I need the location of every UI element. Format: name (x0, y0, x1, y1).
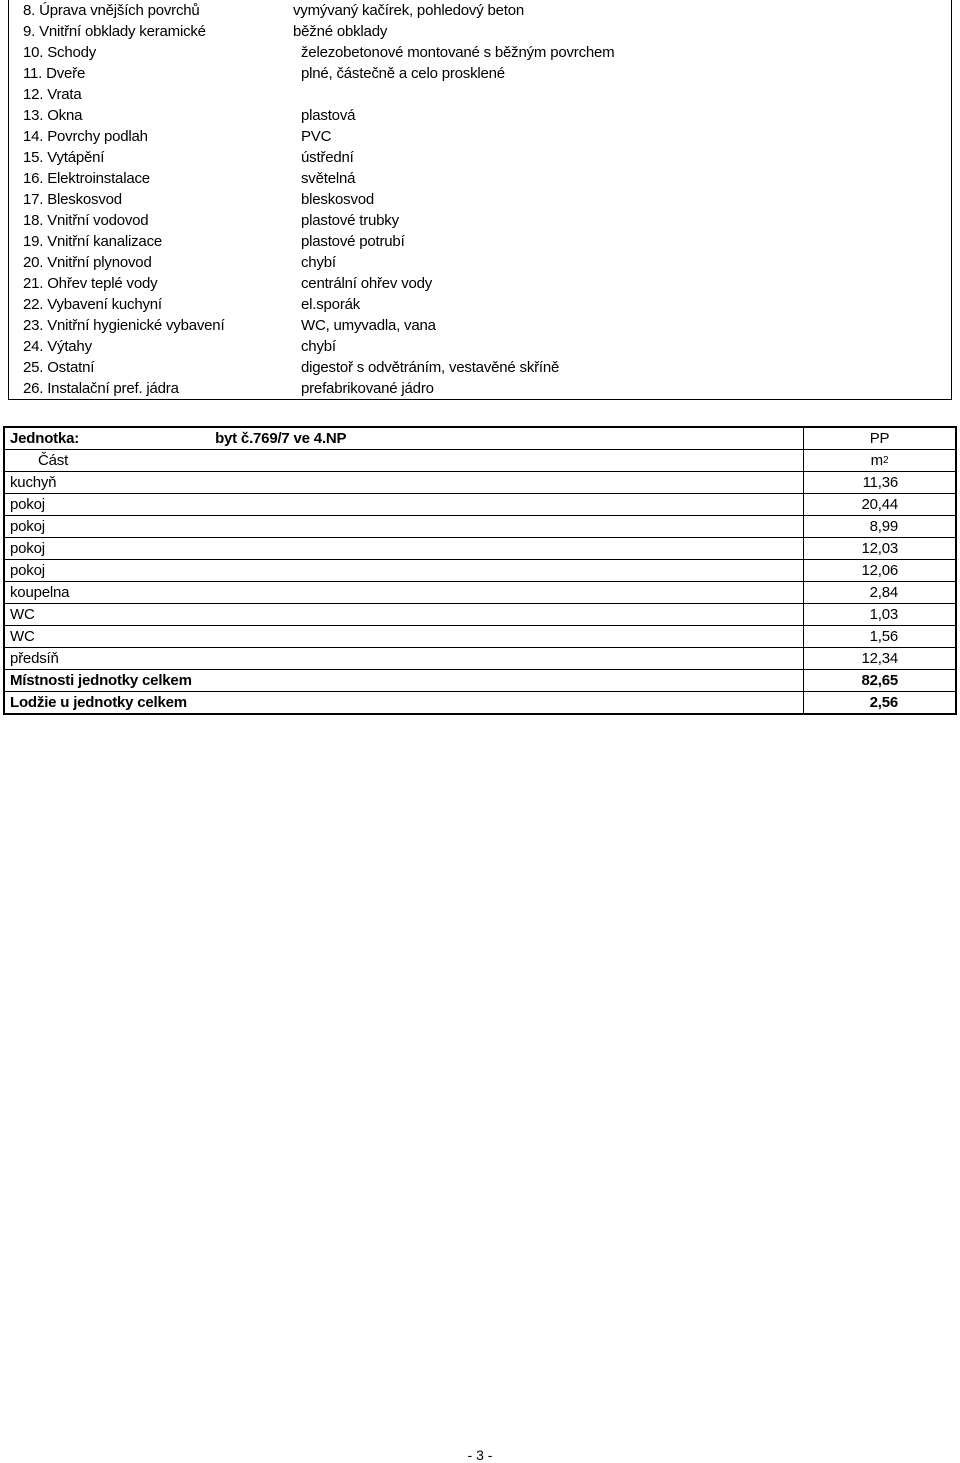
room-row (5, 538, 955, 560)
total-loggia-label: Lodžie u jednotky celkem (10, 694, 187, 711)
room-row (5, 604, 955, 626)
part-label: Část (38, 452, 69, 469)
spec-value: železobetonové montované s běžným povrchem (301, 44, 615, 61)
spec-label: 26. Instalační pref. jádra (23, 380, 179, 397)
room-row (5, 648, 955, 670)
spec-label: 21. Ohřev teplé vody (23, 275, 158, 292)
spec-label: 22. Vybavení kuchyní (23, 296, 162, 313)
total-rooms-value: 82,65 (803, 670, 955, 691)
spec-label: 19. Vnitřní kanalizace (23, 233, 163, 250)
spec-label: 12. Vrata (23, 86, 82, 103)
unit-subheader-row (5, 450, 955, 472)
room-area: 1,56 (803, 626, 955, 647)
spec-value: PVC (301, 128, 332, 145)
spec-value: el.sporák (301, 296, 361, 313)
spec-row (9, 336, 951, 357)
spec-row (9, 273, 951, 294)
spec-row (9, 357, 951, 378)
spec-label: 17. Bleskosvod (23, 191, 122, 208)
room-name: pokoj (10, 540, 45, 557)
spec-row (9, 21, 951, 42)
room-row (5, 472, 955, 494)
spec-row (9, 168, 951, 189)
total-rooms-row (5, 670, 955, 692)
room-name: kuchyň (10, 474, 57, 491)
spec-row (9, 189, 951, 210)
spec-value: chybí (301, 254, 336, 271)
spec-value: ústřední (301, 149, 354, 166)
spec-label: 9. Vnitřní obklady keramické (23, 23, 206, 40)
spec-value: WC, umyvadla, vana (301, 317, 436, 334)
spec-label: 13. Okna (23, 107, 83, 124)
room-row (5, 516, 955, 538)
spec-label: 16. Elektroinstalace (23, 170, 150, 187)
spec-label: 10. Schody (23, 44, 97, 61)
room-name: předsíň (10, 650, 59, 667)
spec-value: digestoř s odvětráním, vestavěné skříně (301, 359, 560, 376)
spec-value: plastové trubky (301, 212, 399, 229)
spec-label: 11. Dveře (23, 65, 86, 82)
spec-row (9, 147, 951, 168)
room-name: pokoj (10, 518, 45, 535)
spec-row (9, 252, 951, 273)
spec-value: bleskosvod (301, 191, 375, 208)
spec-value: chybí (301, 338, 336, 355)
total-loggia-value: 2,56 (803, 692, 955, 713)
spec-row (9, 84, 951, 105)
spec-row (9, 294, 951, 315)
room-area: 1,03 (803, 604, 955, 625)
unit-header-row (5, 428, 955, 450)
unit-header-label: Jednotka: (10, 430, 80, 447)
room-name: WC (10, 606, 35, 623)
spec-value: plastové potrubí (301, 233, 405, 250)
column-header: PP (803, 428, 955, 449)
spec-label: 8. Úprava vnějších povrchů (23, 2, 200, 19)
spec-value: centrální ohřev vody (301, 275, 433, 292)
room-row (5, 582, 955, 604)
spec-label: 14. Povrchy podlah (23, 128, 148, 145)
spec-row (9, 378, 951, 399)
page-number: - 3 - (467, 1447, 493, 1463)
spec-label: 23. Vnitřní hygienické vybavení (23, 317, 225, 334)
room-area: 12,34 (803, 648, 955, 669)
room-area: 8,99 (803, 516, 955, 537)
spec-value: plné, částečně a celo prosklené (301, 65, 505, 82)
spec-label: 24. Výtahy (23, 338, 92, 355)
area-unit: m 2 (803, 450, 955, 471)
spec-row (9, 231, 951, 252)
spec-value: vymývaný kačírek, pohledový beton (293, 2, 525, 19)
room-area: 2,84 (803, 582, 955, 603)
specification-table (8, 0, 952, 400)
spec-value: světelná (301, 170, 356, 187)
spec-row (9, 42, 951, 63)
spec-label: 18. Vnitřní vodovod (23, 212, 149, 229)
room-name: pokoj (10, 496, 45, 513)
spec-value: plastová (301, 107, 356, 124)
total-loggia-row (5, 692, 955, 713)
spec-row (9, 0, 951, 21)
spec-label: 15. Vytápění (23, 149, 105, 166)
spec-value: prefabrikované jádro (301, 380, 434, 397)
room-area: 12,06 (803, 560, 955, 581)
unit-name: byt č.769/7 ve 4.NP (215, 430, 347, 447)
spec-row (9, 315, 951, 336)
room-row (5, 560, 955, 582)
spec-value: běžné obklady (293, 23, 388, 40)
spec-row (9, 126, 951, 147)
room-name: pokoj (10, 562, 45, 579)
room-name: koupelna (10, 584, 70, 601)
spec-label: 20. Vnitřní plynovod (23, 254, 152, 271)
spec-row (9, 210, 951, 231)
spec-row (9, 105, 951, 126)
room-area: 11,36 (803, 472, 955, 493)
spec-row (9, 63, 951, 84)
total-rooms-label: Místnosti jednotky celkem (10, 672, 192, 689)
room-row (5, 626, 955, 648)
room-area: 20,44 (803, 494, 955, 515)
room-name: WC (10, 628, 35, 645)
room-row (5, 494, 955, 516)
spec-label: 25. Ostatní (23, 359, 95, 376)
room-area: 12,03 (803, 538, 955, 559)
unit-area-table (3, 426, 957, 715)
